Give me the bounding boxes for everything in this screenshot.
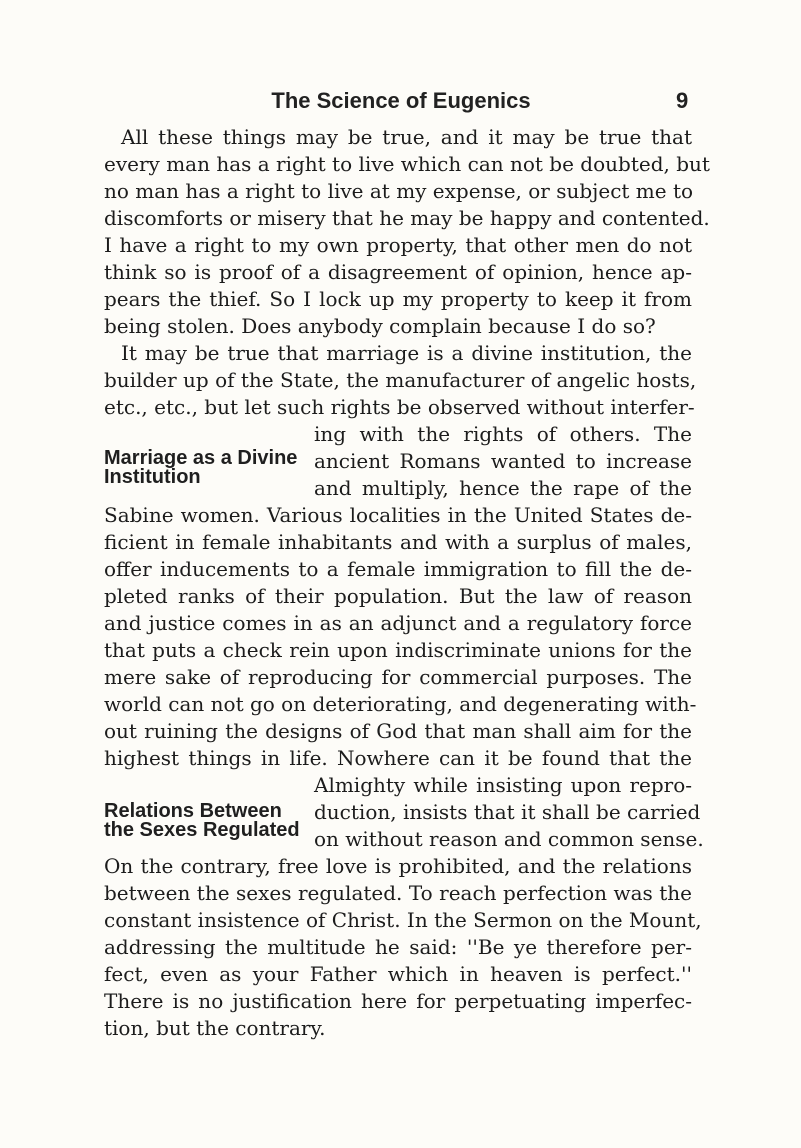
sidenote-relations — [104, 802, 300, 840]
text-line: builder up of the State, the manufacturer of angelic hosts, — [104, 368, 697, 392]
page-number: 9 — [676, 88, 689, 113]
text-line: pears the thief. So I lock up my property to keep it from — [104, 287, 692, 311]
text-line: being stolen. Does anybody complain because I do so? — [104, 314, 656, 338]
text-line: I have a right to my own property, that other men do not — [104, 233, 692, 257]
text-line: pleted ranks of their population. But the law of reason — [104, 584, 692, 608]
text-line: think so is proof of a disagreement of opinion, hence ap- — [104, 260, 692, 284]
text-line: ancient Romans wanted to increase — [314, 449, 692, 473]
text-line: and justice comes in as an adjunct and a regulatory force — [104, 611, 692, 635]
text-line: tion, but the contrary. — [104, 1016, 326, 1040]
text-line: on without reason and common sense. — [314, 827, 704, 851]
text-line: every man has a right to live which can not be doubted, but — [104, 152, 710, 176]
text-line: All these things may be true, and it may be true that — [121, 125, 692, 149]
text-line: highest things in life. Nowhere can it be found that the — [104, 746, 692, 770]
text-line: addressing the multitude he said: ''Be ye therefore per- — [104, 935, 692, 959]
text-line: There is no justification here for perpetuating imperfec- — [104, 989, 692, 1013]
text-line: no man has a right to live at my expense, or subject me to — [104, 179, 694, 203]
sidenote-marriage — [104, 449, 297, 487]
text-line: ficient in female inhabitants and with a surplus of males, — [104, 530, 692, 554]
text-line: On the contrary, free love is prohibited, and the relations — [104, 854, 692, 878]
text-line: discomforts or misery that he may be happy and contented. — [104, 206, 710, 230]
text-line: out ruining the designs of God that man shall aim for the — [104, 719, 692, 743]
running-title: The Science of Eugenics — [271, 88, 531, 113]
text-line: between the sexes regulated. To reach perfection was the — [104, 881, 692, 905]
sidenote-line: Institution — [104, 466, 201, 488]
text-line: ing with the rights of others. The — [314, 422, 692, 446]
text-line: offer inducements to a female immigration to fill the de- — [104, 557, 692, 581]
sidenote-line: Marriage as a Divine — [104, 447, 298, 469]
text-line: mere sake of reproducing for commercial purposes. The — [104, 665, 692, 689]
text-line: fect, even as your Father which in heaven is perfect.'' — [104, 962, 692, 986]
text-line: that puts a check rein upon indiscriminate unions for the — [104, 638, 692, 662]
text-line: world can not go on deteriorating, and degenerating with- — [104, 692, 697, 716]
text-line: It may be true that marriage is a divine institution, the — [121, 341, 692, 365]
sidenote-line: the Sexes Regulated — [104, 819, 300, 841]
text-line: Sabine women. Various localities in the United States de- — [104, 503, 692, 527]
text-line: Almighty while insisting upon repro- — [314, 773, 692, 797]
text-line: etc., etc., but let such rights be observed without interfer- — [104, 395, 695, 419]
sidenote-line: Relations Between — [104, 800, 282, 822]
text-line: constant insistence of Christ. In the Sermon on the Mount, — [104, 908, 702, 932]
text-line: and multiply, hence the rape of the — [314, 476, 692, 500]
text-line: duction, insists that it shall be carried — [314, 800, 701, 824]
